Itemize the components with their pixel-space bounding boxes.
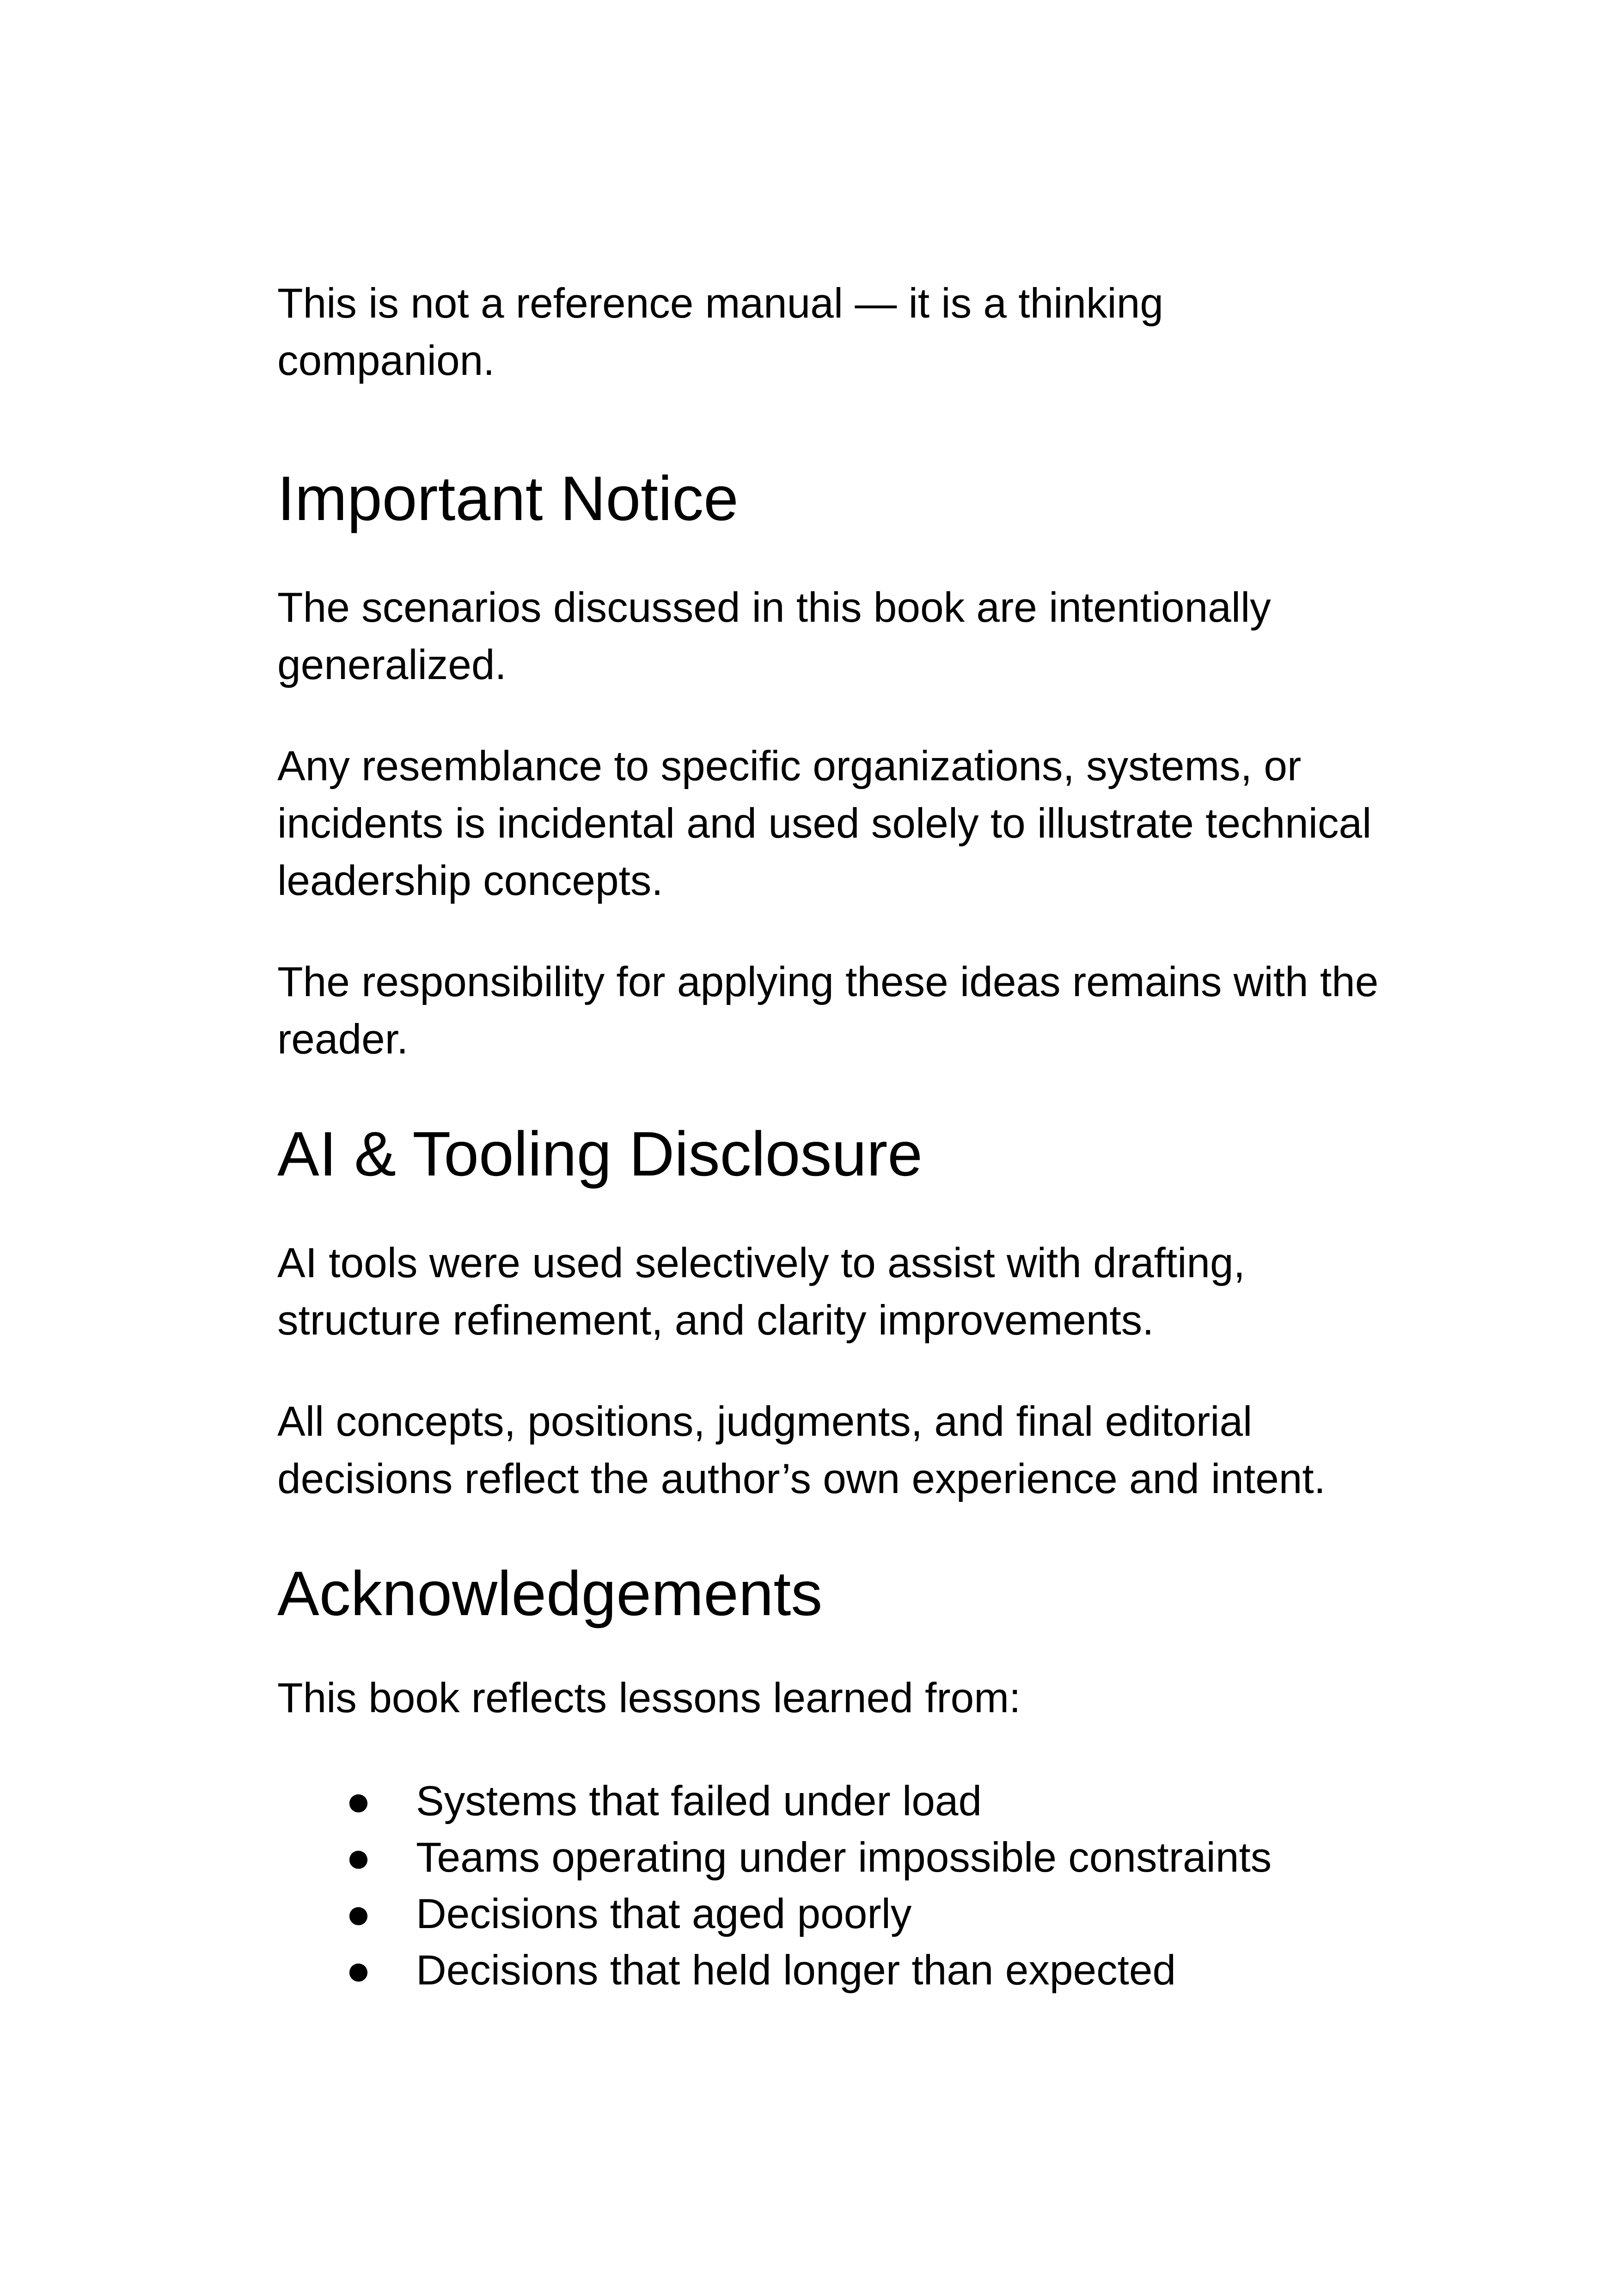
disclosure-paragraph: AI tools were used selectively to assist with drafting, structure refinement, and clarity improvements. <box>277 1240 1245 1344</box>
bullet-icon: ● <box>346 1947 371 1994</box>
notice-paragraph: The scenarios discussed in this book are intentionally generalized. <box>277 584 1271 688</box>
list-item-text: Decisions that held longer than expected <box>416 1947 1176 1994</box>
list-item-text: Systems that failed under load <box>416 1778 982 1825</box>
section-heading-acknowledgements: Acknowledgements <box>277 1558 823 1629</box>
list-item <box>277 1830 1387 1886</box>
bullet-icon: ● <box>346 1778 371 1825</box>
disclosure-paragraph: All concepts, positions, judgments, and final editorial decisions reflect the author’s own experience and intent. <box>277 1398 1326 1502</box>
section-heading-important-notice: Important Notice <box>277 463 739 533</box>
acknowledgements-paragraph: This book reflects lessons learned from: <box>277 1675 1021 1721</box>
notice-paragraph: Any resemblance to specific organizations, systems, or incidents is incidental and used solely to illustrate technical leadership concepts. <box>277 743 1372 904</box>
list-item-text: Decisions that aged poorly <box>416 1891 912 1937</box>
notice-paragraph: The responsibility for applying these ideas remains with the reader. <box>277 959 1379 1063</box>
document-page <box>277 275 1387 1999</box>
section-heading-ai-tooling-disclosure: AI & Tooling Disclosure <box>277 1119 923 1189</box>
list-item <box>277 1886 1387 1942</box>
list-item <box>277 1773 1387 1830</box>
intro-paragraph: This is not a reference manual — it is a thinking companion. <box>277 280 1163 384</box>
bullet-icon: ● <box>346 1834 371 1881</box>
acknowledgements-list <box>277 1773 1387 1999</box>
list-item-text: Teams operating under impossible constraints <box>416 1834 1272 1881</box>
list-item <box>277 1942 1387 1999</box>
bullet-icon: ● <box>346 1891 371 1937</box>
